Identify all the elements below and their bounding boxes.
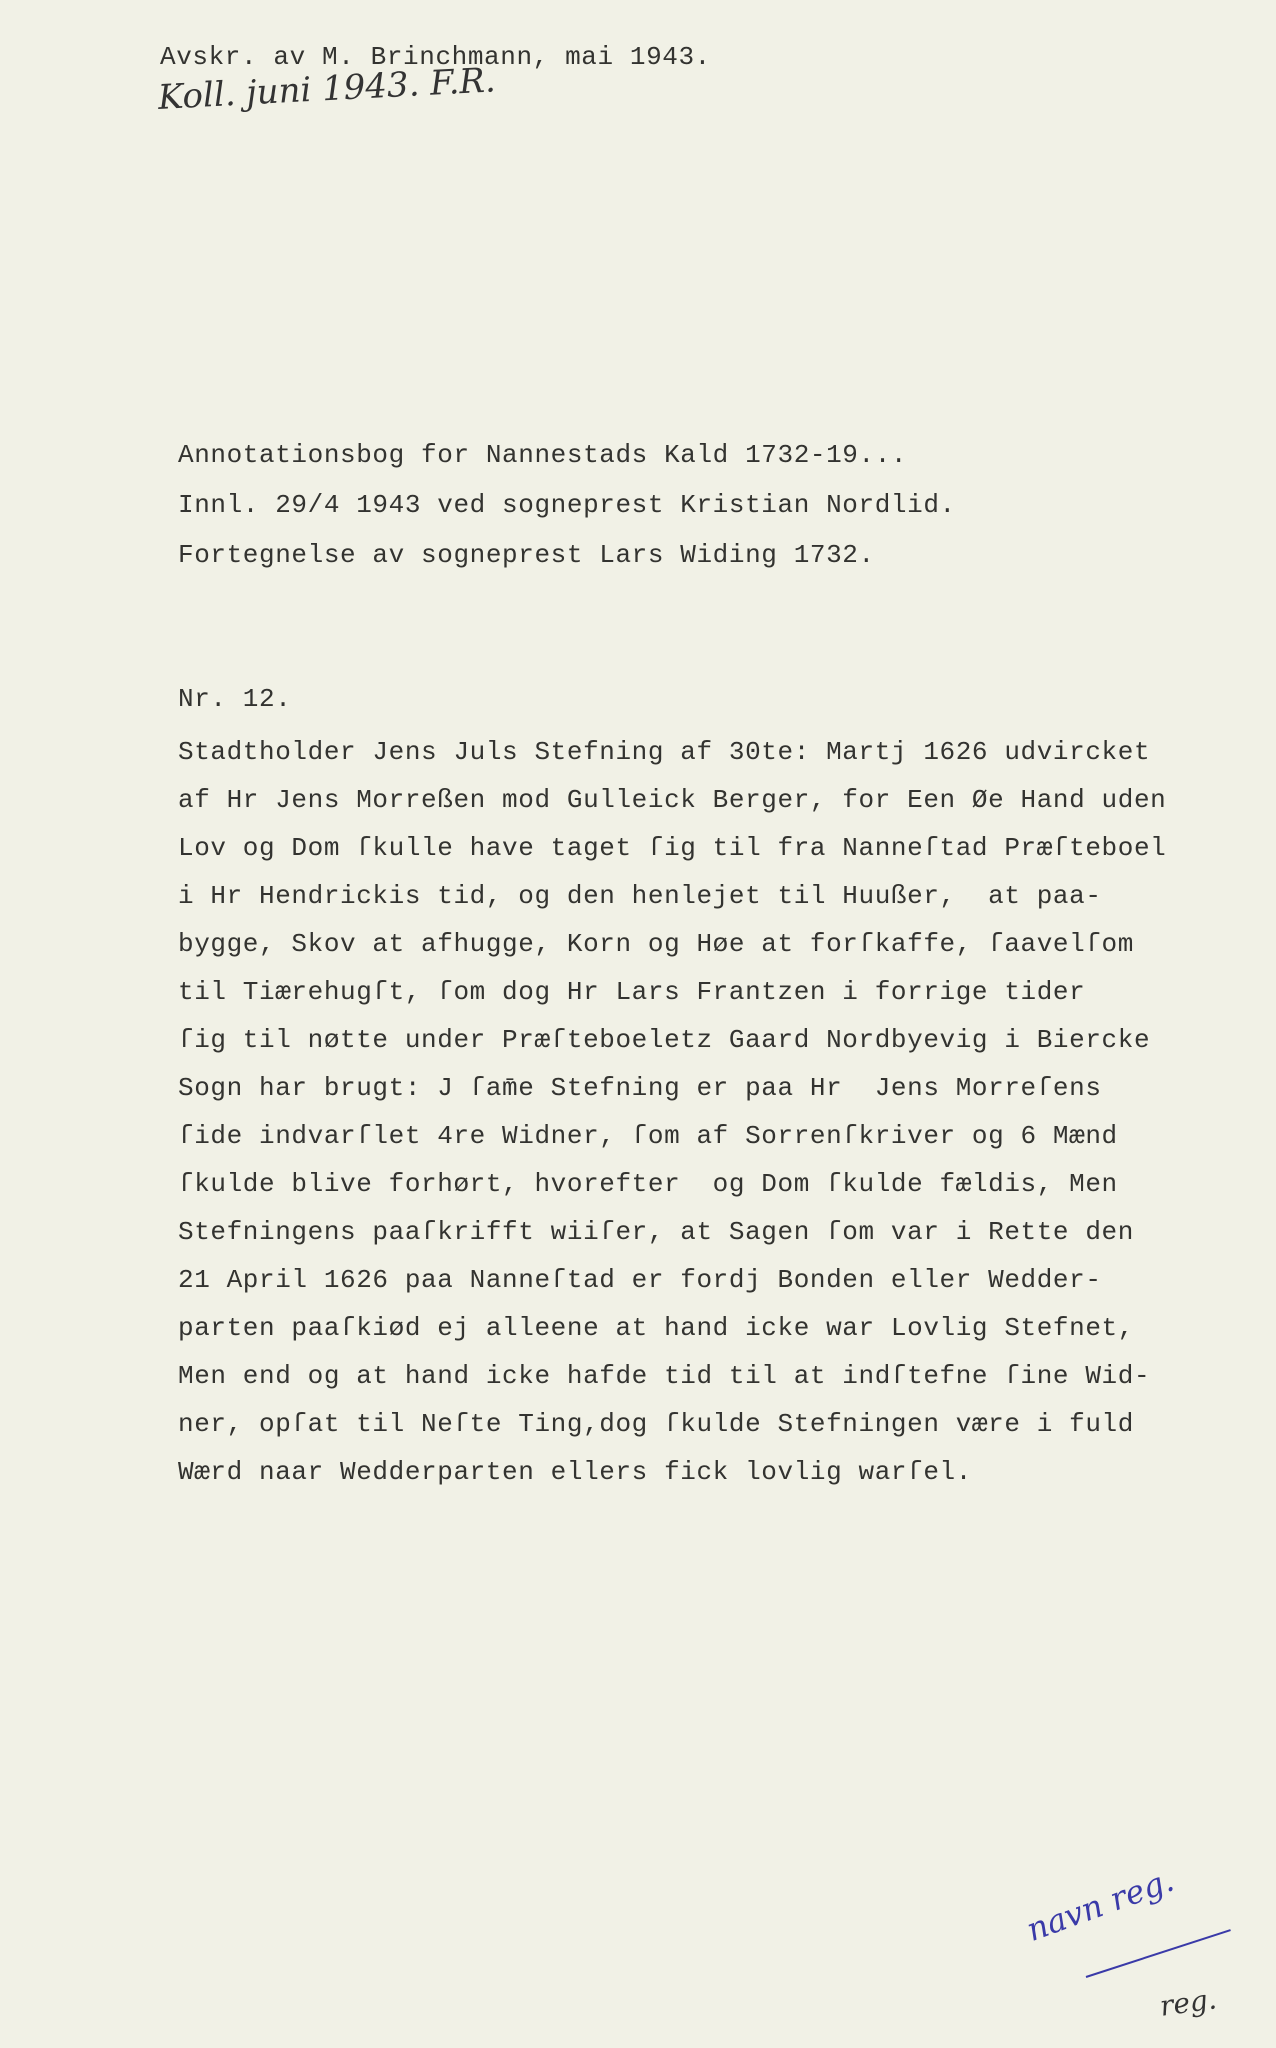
name-register-stamp: navn reg.	[1021, 1860, 1179, 1949]
entry-line: til Tiærehugſt, ſom dog Hr Lars Frantzen i forrige tider	[178, 977, 1086, 1007]
entry-line: ſide indvarſlet 4re Widner, ſom af Sorrenſkriver og 6 Mænd	[178, 1121, 1118, 1151]
entry-line: Lov og Dom ſkulle have taget ſig til fra Nanneſtad Præſteboel	[178, 833, 1167, 863]
entry-line: 21 April 1626 paa Nanneſtad er fordj Bonden eller Wedder-	[178, 1265, 1102, 1295]
entry-text	[178, 728, 1167, 1496]
entry-line: Stefningens paaſkrifft wiiſer, at Sagen ſom var i Rette den	[178, 1217, 1134, 1247]
entry-line: Men end og at hand icke hafde tid til at indſtefne ſine Wid-	[178, 1361, 1151, 1391]
entry-line: parten paaſkiød ej alleene at hand icke war Lovlig Stefnet,	[178, 1313, 1134, 1343]
source-delivery: Innl. 29/4 1943 ved sogneprest Kristian Nordlid.	[178, 490, 956, 520]
source-title: Annotationsbog for Nannestads Kald 1732-19...	[178, 440, 908, 470]
entry-line: Wærd naar Wedderparten ellers fick lovlig warſel.	[178, 1457, 972, 1487]
entry-line: i Hr Hendrickis tid, og den henlejet til Huußer, at paa-	[178, 881, 1102, 911]
transcription-note: Avskr. av M. Brinchmann, mai 1943.	[160, 42, 711, 72]
entry-line: Stadtholder Jens Juls Stefning af 30te: Martj 1626 udvircket	[178, 737, 1151, 767]
entry-line: ſkulde blive forhørt, hvorefter og Dom ſkulde fældis, Men	[178, 1169, 1118, 1199]
entry-line: af Hr Jens Morreßen mod Gulleick Berger, for Een Øe Hand uden	[178, 785, 1167, 815]
entry-number: Nr. 12.	[178, 684, 292, 714]
entry-line: ſig til nøtte under Præſteboeletz Gaard Nordbyevig i Biercke	[178, 1025, 1151, 1055]
register-underline	[1086, 1929, 1231, 1978]
entry-line: ner, opſat til Neſte Ting,dog ſkulde Stefningen være i fuld	[178, 1409, 1134, 1439]
entry-line: Sogn har brugt: J ſam̄e Stefning er paa Hr Jens Morreſens	[178, 1073, 1102, 1103]
entry-line: bygge, Skov at afhugge, Korn og Høe at forſkaffe, ſaavelſom	[178, 929, 1134, 959]
collation-handwritten-note: Koll. juni 1943. F.R.	[156, 60, 497, 118]
register-mark: reg.	[1157, 1982, 1219, 2023]
source-list: Fortegnelse av sogneprest Lars Widing 1732.	[178, 540, 875, 570]
